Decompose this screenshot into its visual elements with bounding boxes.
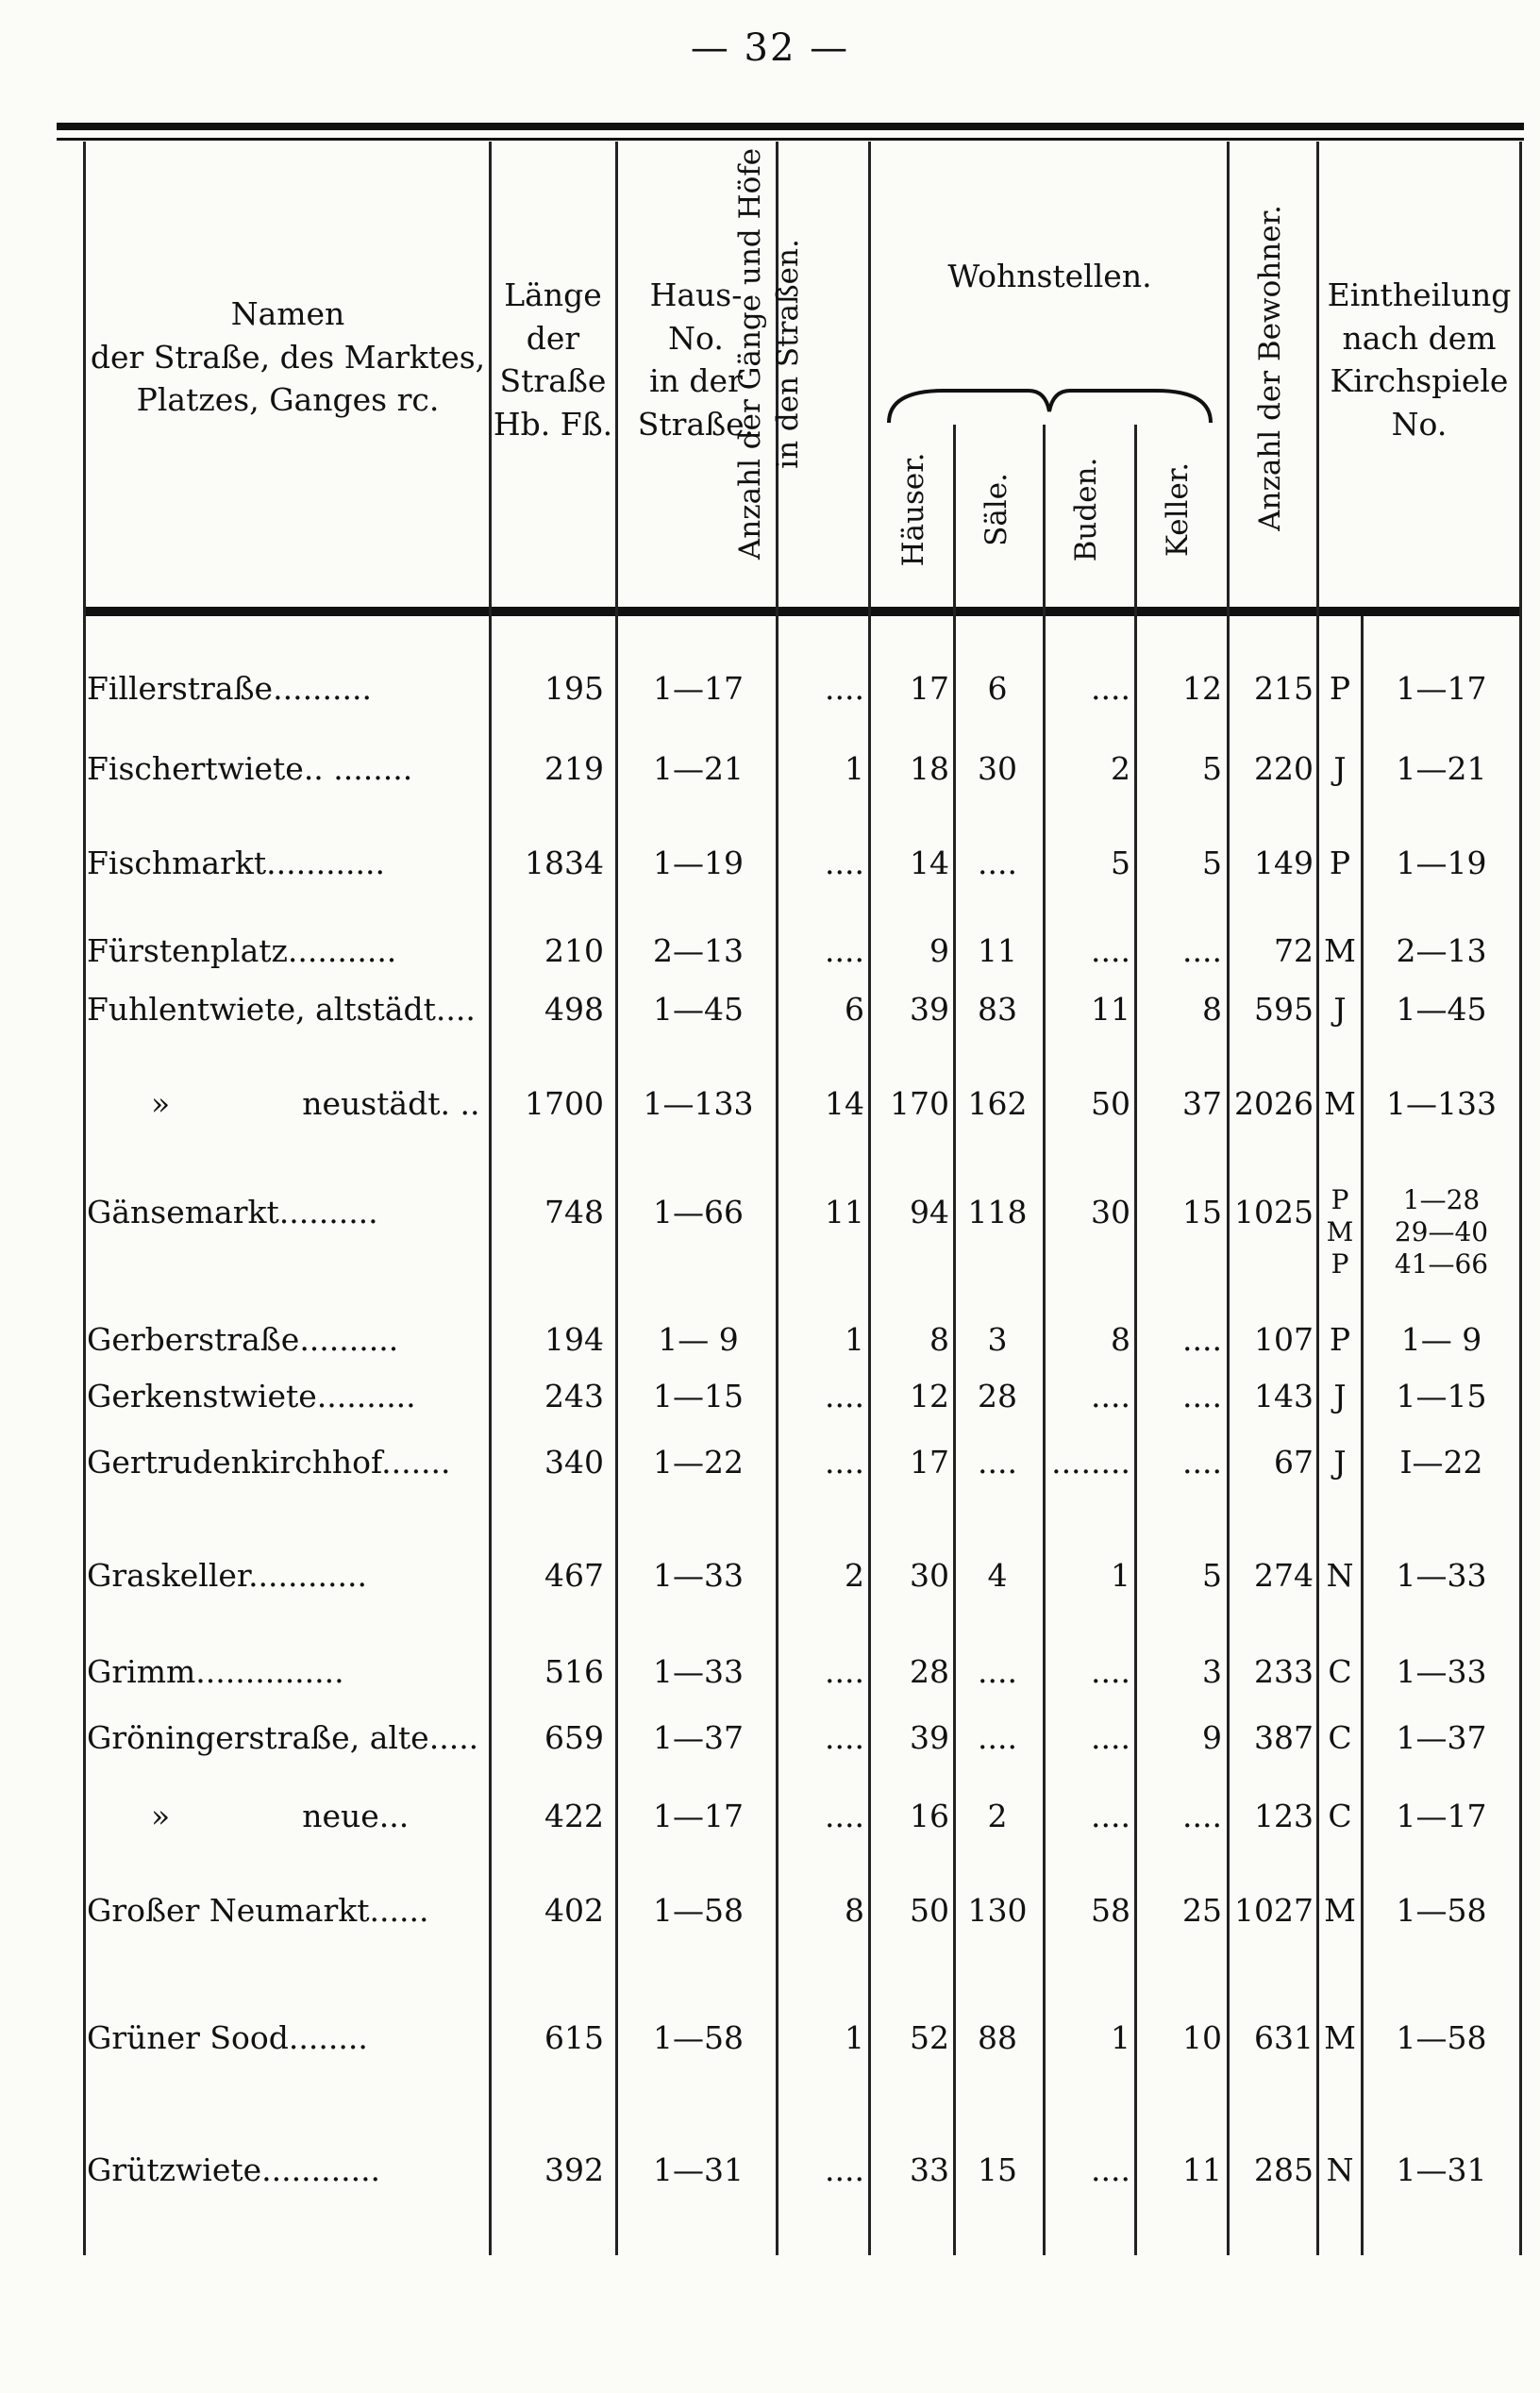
street-name [87,1378,416,1414]
cell-saele: 88 [978,2019,1017,2056]
cell-courts: .... [825,1798,864,1834]
parish-ranges [1364,1184,1519,1280]
parish-range: 1—28 [1402,1184,1481,1215]
leader-dots: ........... [287,932,397,969]
cell-range: 1—58 [653,2019,744,2056]
cell-courts: 1 [845,2019,864,2056]
cell-length: 340 [544,1444,604,1481]
cell-length: 615 [544,2019,604,2056]
header-length [492,274,614,445]
cell-keller: .... [1182,1321,1222,1358]
cell-keller: 5 [1202,750,1222,787]
header-parish-line: Kirchspiele [1330,362,1509,400]
table-row [0,845,1540,901]
cell-buden: 58 [1091,1892,1130,1929]
cell-parish: J [1333,750,1347,787]
cell-range: 1—33 [653,1557,744,1594]
street-name-text: Fischertwiete [87,750,304,787]
cell-inhabitants: 631 [1254,2019,1314,2056]
table-row [0,1085,1540,1142]
cell-courts: 11 [825,1194,864,1230]
cell-keller: 8 [1202,991,1222,1028]
cell-houses: 17 [910,670,949,707]
table-row [0,1444,1540,1500]
cell-parish-no: 1—133 [1386,1085,1497,1122]
cell-buden: .... [1091,670,1130,707]
leader-dots: ............ [266,845,386,881]
cell-houses: 9 [929,932,949,969]
parish-letter: M [1326,1216,1354,1247]
cell-saele: 6 [987,670,1008,707]
cell-buden: 50 [1091,1085,1130,1122]
cell-keller: 25 [1182,1892,1222,1929]
cell-parish: J [1333,1444,1347,1481]
street-name-text: Fillerstraße [87,670,274,707]
cell-parish-no: 1—21 [1396,750,1487,787]
cell-saele: 30 [978,750,1017,787]
header-parish-line: Eintheilung [1327,276,1512,313]
cell-inhabitants: 1027 [1234,1892,1314,1929]
cell-courts: 8 [845,1892,864,1929]
cell-length: 467 [544,1557,604,1594]
street-name-text: Großer Neumarkt [87,1892,370,1929]
cell-range: 1— 9 [658,1321,739,1358]
cell-keller: .... [1182,1378,1222,1414]
cell-length: 219 [544,750,604,787]
leader-dots: .......... [273,670,372,707]
street-name [87,1557,367,1594]
cell-range: 1—17 [653,1798,744,1834]
cell-houses: 18 [910,750,949,787]
header-bottom-rule [83,607,1522,616]
cell-range: 1—22 [653,1444,744,1481]
cell-range: 1—17 [653,670,744,707]
cell-buden: 8 [1111,1321,1130,1358]
cell-parish: P [1329,670,1351,707]
cell-parish-no: 1—33 [1396,1653,1487,1690]
cell-parish: C [1328,1719,1352,1756]
cell-saele: 3 [987,1321,1008,1358]
cell-courts: .... [825,1378,864,1414]
cell-keller: .... [1182,1798,1222,1834]
street-name [87,1321,398,1358]
cell-saele: 11 [978,932,1017,969]
street-name [151,1085,479,1122]
cell-houses: 170 [890,1085,949,1122]
cell-buden: 11 [1091,991,1130,1028]
cell-keller: 12 [1182,670,1222,707]
cell-courts: .... [825,1653,864,1690]
header-length-line: Straße [499,362,607,400]
leader-dots: ..... [428,1719,479,1756]
cell-inhabitants: 274 [1254,1557,1314,1594]
cell-range: 1—37 [653,1719,744,1756]
cell-houses: 12 [910,1378,949,1414]
cell-houses: 33 [910,2151,949,2188]
cell-inhabitants: 123 [1254,1798,1314,1834]
cell-parish: M [1324,1085,1356,1122]
street-name [87,845,385,881]
cell-courts: 1 [845,1321,864,1358]
cell-length: 498 [544,991,604,1028]
cell-courts: 6 [845,991,864,1028]
cell-buden: 1 [1111,2019,1130,2056]
parish-letter: P [1331,1248,1349,1280]
header-length-line: der [526,319,580,357]
cell-saele: 83 [978,991,1017,1028]
cell-parish-no: 1—17 [1396,1798,1487,1834]
cell-inhabitants: 107 [1254,1321,1314,1358]
cell-inhabitants: 149 [1254,845,1314,881]
cell-parish: N [1326,2151,1354,2188]
street-name-text: Grimm [87,1653,196,1690]
cell-saele: 118 [967,1194,1028,1230]
cell-saele: .... [978,1653,1017,1690]
cell-length: 194 [544,1321,604,1358]
header-length-line: Länge [504,276,602,313]
leader-dots: ....... [381,1444,451,1481]
cell-houses: 16 [910,1798,949,1834]
street-name-text: Graskeller [87,1557,249,1594]
leader-dots: ............... [195,1653,344,1690]
leader-dots: ...... [369,1892,429,1929]
street-name-text: Grützwiete [87,2151,262,2188]
street-name [87,670,372,707]
cell-parish-no: 1—31 [1396,2151,1487,2188]
header-keller: Keller. [1161,461,1195,558]
cell-length: 659 [544,1719,604,1756]
table-row [0,2019,1540,2076]
cell-saele: .... [978,845,1017,881]
cell-keller: .... [1182,1444,1222,1481]
cell-courts: 1 [845,750,864,787]
cell-length: 1834 [525,845,604,881]
leader-dots: ............ [248,1557,367,1594]
cell-houses: 8 [929,1321,949,1358]
cell-range: 1—31 [653,2151,744,2188]
cell-parish: C [1328,1798,1352,1834]
street-name [87,1444,451,1481]
cell-parish: P [1329,845,1351,881]
header-name-line: der Straße, des Marktes, [90,338,486,376]
cell-houses: 94 [910,1194,949,1230]
cell-length: 516 [544,1653,604,1690]
header-courts-line: in den Straßen. [771,239,805,469]
header-houses: Häuser. [896,452,930,567]
cell-courts: .... [825,1719,864,1756]
cell-buden: .... [1091,932,1130,969]
street-name-text: Fischmarkt [87,845,267,881]
cell-buden: .... [1091,1653,1130,1690]
cell-inhabitants: 2026 [1234,1085,1314,1122]
header-name [90,293,486,422]
cell-inhabitants: 215 [1254,670,1314,707]
cell-inhabitants: 285 [1254,2151,1314,2188]
cell-inhabitants: 595 [1254,991,1314,1028]
cell-parish-no: 1—37 [1396,1719,1487,1756]
top-rule-thick [57,123,1524,130]
leader-dots: .... [435,991,476,1028]
table-row [0,1557,1540,1614]
street-name-text: Grüner Sood [87,2019,289,2056]
cell-keller: 5 [1202,845,1222,881]
cell-saele: 15 [978,2151,1017,2188]
ditto-mark: » [151,1798,171,1834]
table-row [0,750,1540,807]
header-length-line: Hb. Fß. [493,405,613,443]
table-row [0,991,1540,1047]
street-name [87,1719,478,1756]
cell-parish-no: 1—17 [1396,670,1487,707]
cell-keller: 5 [1202,1557,1222,1594]
cell-keller: 9 [1202,1719,1222,1756]
cell-saele: 4 [987,1557,1008,1594]
cell-courts: .... [825,2151,864,2188]
cell-houses: 17 [910,1444,949,1481]
cell-buden: .... [1091,1798,1130,1834]
header-name-line: Namen [230,295,345,332]
cell-parish-no: 1—19 [1396,845,1487,881]
cell-range: 1—15 [653,1378,744,1414]
cell-parish: M [1324,932,1356,969]
cell-length: 748 [544,1194,604,1230]
dwellings-brace [887,385,1213,427]
table-row [0,1378,1540,1434]
cell-inhabitants: 143 [1254,1378,1314,1414]
cell-courts: .... [825,932,864,969]
street-name-text: Fuhlentwiete, altstädt [87,991,436,1028]
street-name [87,1194,378,1230]
table-row [0,1798,1540,1854]
cell-houses: 28 [910,1653,949,1690]
table-row [0,1653,1540,1710]
street-name-text: Gänsemarkt [87,1194,279,1230]
street-name-text: Gerkenstwiete [87,1378,317,1414]
street-name [87,1892,428,1929]
cell-parish-no: 1—58 [1396,1892,1487,1929]
header-parish-line: No. [1391,405,1448,443]
cell-houses: 39 [910,1719,949,1756]
street-name-suffix: neue... [302,1798,410,1834]
cell-keller: 10 [1182,2019,1222,2056]
cell-range: 1—133 [643,1085,754,1122]
cell-length: 422 [544,1798,604,1834]
cell-keller: 3 [1202,1653,1222,1690]
cell-keller: 15 [1182,1194,1222,1230]
cell-parish-no: I—22 [1399,1444,1483,1481]
page-number: — 32 — [690,26,850,70]
parish-letters [1321,1184,1359,1280]
cell-houses: 14 [910,845,949,881]
cell-keller: .... [1182,932,1222,969]
header-courts [731,146,816,561]
header-house-no-line: Haus- [649,276,743,313]
header-dwellings: Wohnstellen. [947,258,1152,294]
table-row [0,932,1540,989]
cell-inhabitants: 67 [1274,1444,1314,1481]
header-parish-line: nach dem [1342,319,1497,357]
cell-saele: 162 [967,1085,1028,1122]
ditto-mark: » [151,1085,171,1122]
parish-range: 29—40 [1394,1216,1489,1247]
cell-length: 1700 [525,1085,604,1122]
cell-length: 210 [544,932,604,969]
cell-saele: 130 [967,1892,1028,1929]
cell-length: 195 [544,670,604,707]
cell-inhabitants: 387 [1254,1719,1314,1756]
table-row [0,1892,1540,1949]
cell-range: 1—21 [653,750,744,787]
street-name [87,991,476,1028]
cell-buden: ........ [1051,1444,1130,1481]
street-name-text: Gröningerstraße, alte [87,1719,429,1756]
cell-length: 402 [544,1892,604,1929]
cell-courts: .... [825,845,864,881]
parish-range: 41—66 [1394,1248,1489,1280]
leader-dots: .......... [299,1321,399,1358]
header-parish [1319,274,1519,445]
street-name [87,2151,380,2188]
cell-inhabitants: 220 [1254,750,1314,787]
table-row [0,1184,1540,1280]
cell-parish: J [1333,991,1347,1028]
cell-buden: .... [1091,1378,1130,1414]
cell-range: 1—58 [653,1892,744,1929]
cell-parish-no: 2—13 [1396,932,1487,969]
cell-buden: 30 [1091,1194,1130,1230]
cell-courts: .... [825,1444,864,1481]
header-house-no-line: in der [649,362,743,400]
cell-saele: 2 [987,1798,1008,1834]
cell-buden: 5 [1111,845,1130,881]
street-name-text: Gerberstraße [87,1321,300,1358]
cell-buden: 2 [1111,750,1130,787]
cell-inhabitants: 233 [1254,1653,1314,1690]
cell-houses: 39 [910,991,949,1028]
cell-parish-no: 1—33 [1396,1557,1487,1594]
cell-keller: 37 [1182,1085,1222,1122]
cell-parish-no: 1— 9 [1400,1321,1482,1358]
cell-buden: 1 [1111,1557,1130,1594]
cell-parish: J [1333,1378,1347,1414]
parish-letter: P [1331,1184,1349,1215]
street-name [151,1798,409,1834]
header-inhabitants: Anzahl der Bewohner. [1253,205,1287,531]
cell-buden: .... [1091,1719,1130,1756]
cell-parish: C [1328,1653,1352,1690]
leader-dots: .. ........ [303,750,413,787]
cell-parish: P [1329,1321,1351,1358]
cell-range: 1—33 [653,1653,744,1690]
cell-parish: M [1324,2019,1356,2056]
table-row [0,1321,1540,1378]
header-saele: Säle. [979,473,1013,546]
cell-length: 392 [544,2151,604,2188]
leader-dots: .......... [278,1194,378,1230]
leader-dots: ........ [288,2019,368,2056]
cell-range: 1—19 [653,845,744,881]
cell-keller: 11 [1182,2151,1222,2188]
leader-dots: ............ [261,2151,381,2188]
street-name [87,1653,344,1690]
top-rule-thin [57,138,1524,141]
street-name [87,2019,368,2056]
header-courts-line: Anzahl der Gänge und Höfe [733,147,767,561]
cell-saele: .... [978,1719,1017,1756]
cell-houses: 50 [910,1892,949,1929]
header-name-line: Platzes, Ganges rc. [136,381,440,419]
header-house-no-line: Straße. [637,405,755,443]
street-name [87,932,396,969]
cell-courts: 2 [845,1557,864,1594]
street-name-text: Fürstenplatz [87,932,288,969]
cell-parish: N [1326,1557,1354,1594]
cell-range: 1—66 [653,1194,744,1230]
table-row [0,670,1540,727]
header-buden: Buden. [1069,457,1103,562]
cell-saele: 28 [978,1378,1017,1414]
cell-inhabitants: 1025 [1234,1194,1314,1230]
cell-parish-no: 1—45 [1396,991,1487,1028]
cell-houses: 52 [910,2019,949,2056]
cell-saele: .... [978,1444,1017,1481]
cell-inhabitants: 72 [1274,932,1314,969]
street-name-suffix: neustädt. .. [302,1085,480,1122]
cell-parish: M [1324,1892,1356,1929]
street-name [87,750,412,787]
table-row [0,2151,1540,2208]
header-house-no-line: No. [668,319,724,357]
cell-parish-no: 1—15 [1396,1378,1487,1414]
cell-range: 2—13 [653,932,744,969]
cell-courts: 14 [825,1085,864,1122]
cell-buden: .... [1091,2151,1130,2188]
cell-range: 1—45 [653,991,744,1028]
table-row [0,1719,1540,1776]
cell-parish-no: 1—58 [1396,2019,1487,2056]
cell-houses: 30 [910,1557,949,1594]
cell-courts: .... [825,670,864,707]
cell-length: 243 [544,1378,604,1414]
street-name-text: Gertrudenkirchhof [87,1444,382,1481]
leader-dots: .......... [316,1378,416,1414]
